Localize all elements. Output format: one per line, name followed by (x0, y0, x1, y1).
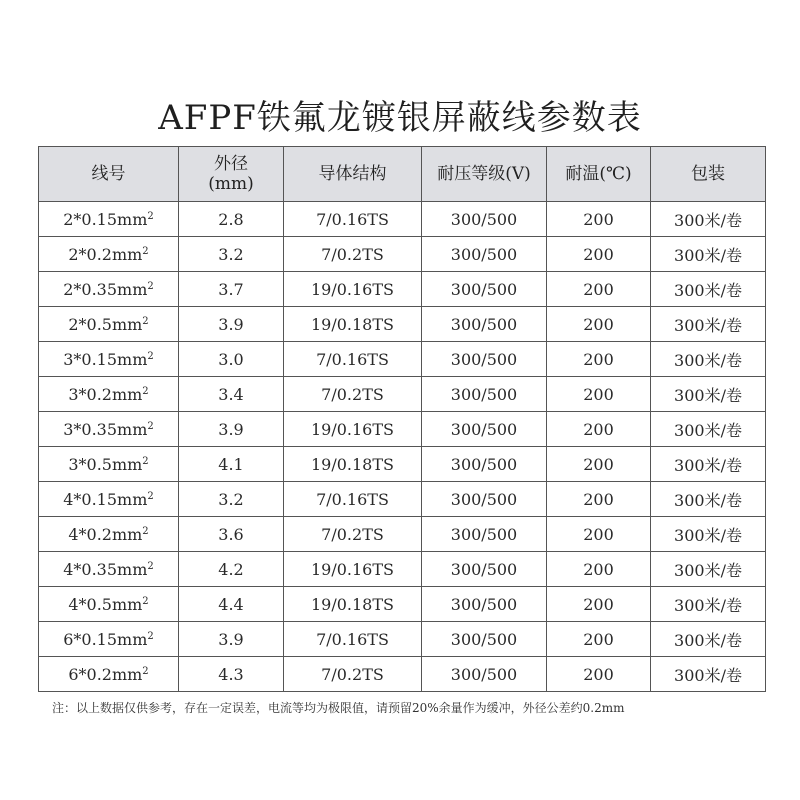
wire-exponent: 2 (142, 455, 149, 467)
wire-exponent: 2 (147, 280, 154, 292)
cell-outer-diameter: 3.6 (179, 517, 284, 552)
cell-wire-number (39, 587, 179, 622)
wire-exponent: 2 (142, 595, 149, 607)
table-row (39, 552, 766, 587)
wire-exponent: 2 (142, 315, 149, 327)
cell-packaging: 300米/卷 (651, 552, 766, 587)
cell-packaging: 300米/卷 (651, 517, 766, 552)
cell-wire-number (39, 412, 179, 447)
cell-outer-diameter: 2.8 (179, 202, 284, 237)
cell-wire-number (39, 272, 179, 307)
wire-exponent: 2 (142, 385, 149, 397)
cell-wire-number (39, 237, 179, 272)
cell-outer-diameter: 3.4 (179, 377, 284, 412)
cell-conductor: 7/0.16TS (284, 622, 422, 657)
wire-size: 3*0.2mm (68, 384, 143, 404)
cell-conductor: 7/0.2TS (284, 237, 422, 272)
cell-temperature: 200 (547, 412, 651, 447)
table-row (39, 377, 766, 412)
wire-size: 2*0.35mm (63, 279, 148, 299)
cell-wire-number (39, 517, 179, 552)
table-row (39, 412, 766, 447)
cell-voltage: 300/500 (422, 622, 547, 657)
cell-conductor: 7/0.2TS (284, 517, 422, 552)
table-row (39, 482, 766, 517)
wire-exponent: 2 (147, 560, 154, 572)
table-header-row (39, 147, 766, 202)
cell-voltage: 300/500 (422, 342, 547, 377)
wire-size: 2*0.15mm (63, 209, 148, 229)
cell-outer-diameter: 4.1 (179, 447, 284, 482)
cell-outer-diameter: 3.9 (179, 622, 284, 657)
cell-wire-number (39, 202, 179, 237)
wire-size: 4*0.15mm (63, 489, 148, 509)
wire-size: 6*0.15mm (63, 629, 148, 649)
table-row (39, 447, 766, 482)
wire-size: 2*0.2mm (68, 244, 143, 264)
cell-temperature: 200 (547, 482, 651, 517)
header-wire-number: 线号 (39, 147, 179, 202)
cell-voltage: 300/500 (422, 412, 547, 447)
cell-packaging: 300米/卷 (651, 657, 766, 692)
cell-voltage: 300/500 (422, 587, 547, 622)
table-body (39, 202, 766, 692)
cell-wire-number (39, 342, 179, 377)
cell-conductor: 19/0.18TS (284, 447, 422, 482)
cell-packaging: 300米/卷 (651, 342, 766, 377)
cell-conductor: 7/0.2TS (284, 377, 422, 412)
wire-size: 2*0.5mm (68, 314, 143, 334)
wire-exponent: 2 (147, 420, 154, 432)
cell-temperature: 200 (547, 622, 651, 657)
cell-temperature: 200 (547, 237, 651, 272)
cell-conductor: 19/0.18TS (284, 587, 422, 622)
spec-table (38, 146, 766, 692)
cell-wire-number (39, 657, 179, 692)
cell-temperature: 200 (547, 447, 651, 482)
cell-temperature: 200 (547, 552, 651, 587)
cell-voltage: 300/500 (422, 307, 547, 342)
page-title: AFPF铁氟龙镀银屏蔽线参数表 (158, 98, 642, 138)
table-row (39, 272, 766, 307)
cell-voltage: 300/500 (422, 202, 547, 237)
cell-conductor: 7/0.16TS (284, 482, 422, 517)
cell-packaging: 300米/卷 (651, 622, 766, 657)
wire-exponent: 2 (147, 210, 154, 222)
table-row (39, 342, 766, 377)
wire-size: 4*0.35mm (63, 559, 148, 579)
cell-packaging: 300米/卷 (651, 237, 766, 272)
cell-wire-number (39, 552, 179, 587)
cell-wire-number (39, 622, 179, 657)
wire-exponent: 2 (147, 630, 154, 642)
cell-temperature: 200 (547, 272, 651, 307)
cell-temperature: 200 (547, 342, 651, 377)
cell-temperature: 200 (547, 377, 651, 412)
cell-wire-number (39, 377, 179, 412)
cell-conductor: 19/0.16TS (284, 412, 422, 447)
header-packaging: 包装 (651, 147, 766, 202)
cell-outer-diameter: 3.0 (179, 342, 284, 377)
cell-outer-diameter: 4.3 (179, 657, 284, 692)
table-row (39, 587, 766, 622)
cell-voltage: 300/500 (422, 517, 547, 552)
cell-packaging: 300米/卷 (651, 447, 766, 482)
cell-packaging: 300米/卷 (651, 482, 766, 517)
cell-temperature: 200 (547, 657, 651, 692)
cell-conductor: 7/0.16TS (284, 202, 422, 237)
wire-size: 6*0.2mm (68, 664, 143, 684)
cell-packaging: 300米/卷 (651, 307, 766, 342)
cell-packaging: 300米/卷 (651, 202, 766, 237)
table-row (39, 237, 766, 272)
cell-packaging: 300米/卷 (651, 412, 766, 447)
cell-outer-diameter: 3.7 (179, 272, 284, 307)
footnote: 注：以上数据仅供参考，存在一定误差，电流等均为极限值，请预留20%余量作为缓冲，外径公差约0.2mm (52, 701, 625, 715)
table-row (39, 622, 766, 657)
wire-size: 4*0.2mm (68, 524, 143, 544)
cell-conductor: 19/0.16TS (284, 272, 422, 307)
cell-conductor: 19/0.18TS (284, 307, 422, 342)
wire-exponent: 2 (142, 525, 149, 537)
cell-conductor: 7/0.16TS (284, 342, 422, 377)
cell-outer-diameter: 3.2 (179, 237, 284, 272)
table-row (39, 657, 766, 692)
wire-exponent: 2 (147, 350, 154, 362)
cell-temperature: 200 (547, 202, 651, 237)
table-row (39, 202, 766, 237)
cell-temperature: 200 (547, 307, 651, 342)
cell-wire-number (39, 307, 179, 342)
cell-outer-diameter: 4.4 (179, 587, 284, 622)
cell-voltage: 300/500 (422, 272, 547, 307)
header-voltage: 耐压等级(V) (422, 147, 547, 202)
cell-voltage: 300/500 (422, 377, 547, 412)
cell-outer-diameter: 3.9 (179, 307, 284, 342)
cell-voltage: 300/500 (422, 482, 547, 517)
wire-size: 3*0.5mm (68, 454, 143, 474)
cell-outer-diameter: 4.2 (179, 552, 284, 587)
header-conductor: 导体结构 (284, 147, 422, 202)
cell-outer-diameter: 3.2 (179, 482, 284, 517)
cell-packaging: 300米/卷 (651, 587, 766, 622)
wire-size: 3*0.15mm (63, 349, 148, 369)
header-outer-diameter: 外径 (mm) (179, 147, 284, 202)
cell-packaging: 300米/卷 (651, 272, 766, 307)
cell-voltage: 300/500 (422, 657, 547, 692)
table-row (39, 307, 766, 342)
cell-wire-number (39, 482, 179, 517)
header-temperature: 耐温(℃) (547, 147, 651, 202)
table-row (39, 517, 766, 552)
cell-temperature: 200 (547, 517, 651, 552)
wire-exponent: 2 (142, 245, 149, 257)
cell-temperature: 200 (547, 587, 651, 622)
wire-size: 4*0.5mm (68, 594, 143, 614)
cell-conductor: 7/0.2TS (284, 657, 422, 692)
cell-outer-diameter: 3.9 (179, 412, 284, 447)
cell-conductor: 19/0.16TS (284, 552, 422, 587)
cell-voltage: 300/500 (422, 237, 547, 272)
cell-voltage: 300/500 (422, 447, 547, 482)
cell-voltage: 300/500 (422, 552, 547, 587)
wire-exponent: 2 (142, 665, 149, 677)
cell-wire-number (39, 447, 179, 482)
wire-exponent: 2 (147, 490, 154, 502)
cell-packaging: 300米/卷 (651, 377, 766, 412)
wire-size: 3*0.35mm (63, 419, 148, 439)
